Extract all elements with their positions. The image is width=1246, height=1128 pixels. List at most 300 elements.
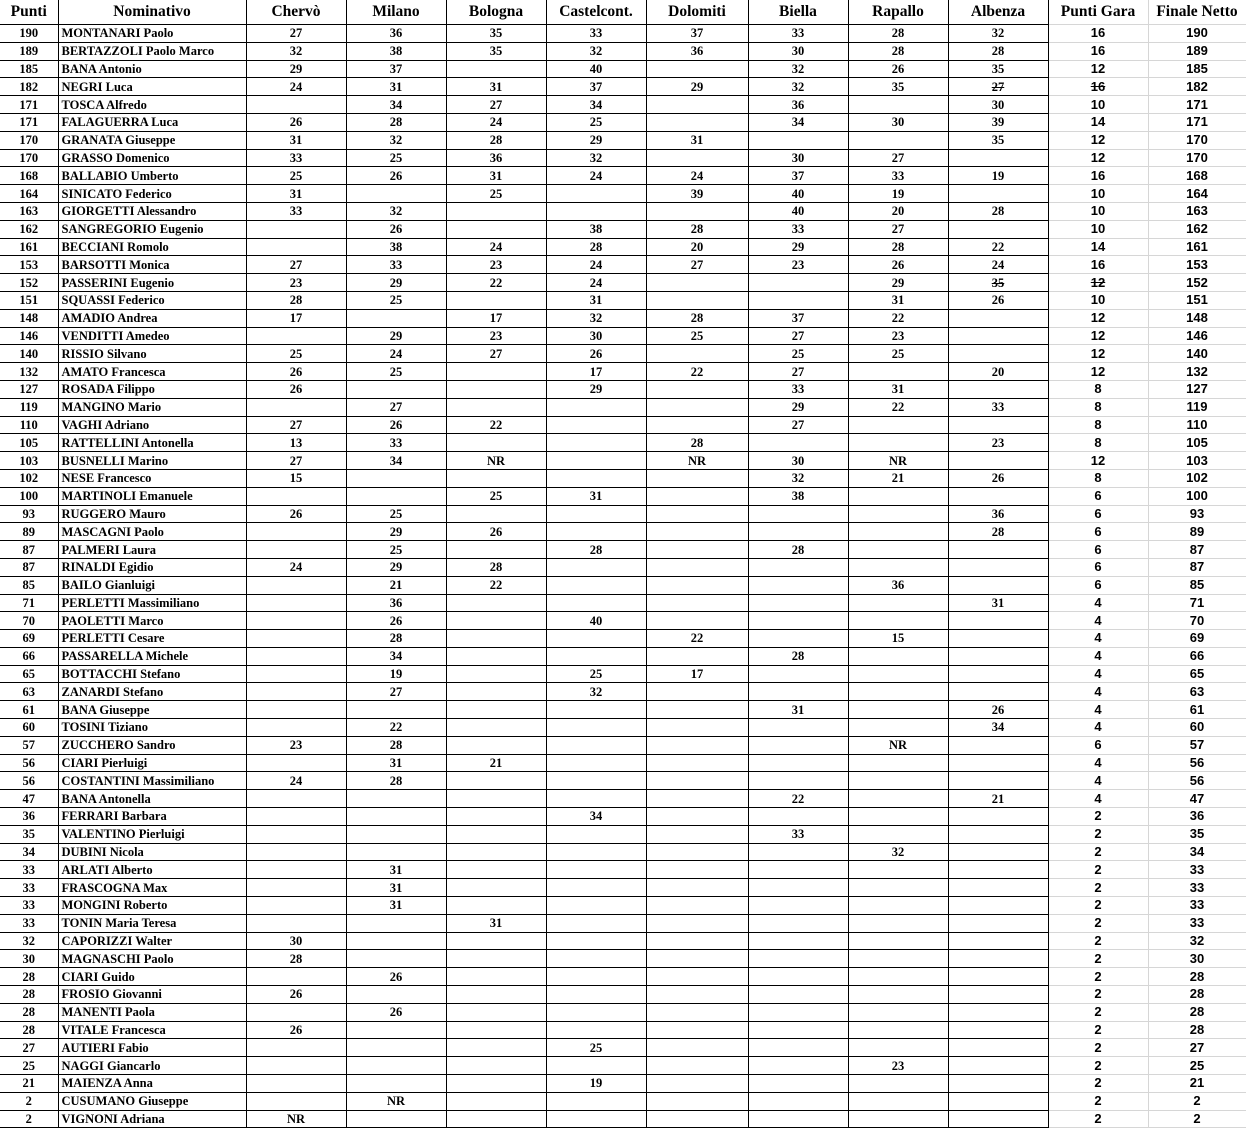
cell-biella: 40	[748, 185, 848, 203]
table-row	[0, 630, 1246, 648]
cell-biella	[748, 291, 848, 309]
cell-castelcont	[546, 932, 646, 950]
table-row	[0, 719, 1246, 737]
cell-albenza	[948, 452, 1048, 470]
cell-finale-netto: 153	[1148, 256, 1246, 274]
cell-finale-netto: 2	[1148, 1110, 1246, 1128]
cell-milano: 26	[346, 220, 446, 238]
cell-finale-netto: 28	[1148, 1021, 1246, 1039]
cell-punti: 110	[0, 416, 58, 434]
cell-albenza: 20	[948, 363, 1048, 381]
cell-chervo: 30	[246, 932, 346, 950]
cell-bologna	[446, 363, 546, 381]
cell-chervo	[246, 594, 346, 612]
table-row	[0, 879, 1246, 897]
cell-punti: 56	[0, 754, 58, 772]
cell-rapallo: 32	[848, 843, 948, 861]
cell-biella: 27	[748, 327, 848, 345]
cell-finale-netto: 36	[1148, 808, 1246, 826]
cell-milano: 28	[346, 113, 446, 131]
cell-albenza	[948, 416, 1048, 434]
cell-milano: 22	[346, 719, 446, 737]
cell-nominativo: PALMERI Laura	[58, 541, 246, 559]
cell-punti: 32	[0, 932, 58, 950]
cell-punti: 25	[0, 1057, 58, 1075]
cell-albenza	[948, 185, 1048, 203]
cell-castelcont	[546, 772, 646, 790]
cell-finale-netto: 151	[1148, 291, 1246, 309]
cell-finale-netto: 66	[1148, 647, 1246, 665]
cell-bologna: 25	[446, 185, 546, 203]
cell-albenza: 35	[948, 131, 1048, 149]
table-row	[0, 701, 1246, 719]
cell-nominativo: SQUASSI Federico	[58, 291, 246, 309]
table-row	[0, 256, 1246, 274]
cell-nominativo: RUGGERO Mauro	[58, 505, 246, 523]
cell-rapallo	[848, 879, 948, 897]
table-row	[0, 825, 1246, 843]
cell-bologna	[446, 630, 546, 648]
cell-dolomiti	[646, 345, 748, 363]
cell-albenza: 21	[948, 790, 1048, 808]
cell-dolomiti: 31	[646, 131, 748, 149]
cell-biella: 38	[748, 487, 848, 505]
cell-finale-netto: 85	[1148, 576, 1246, 594]
table-row	[0, 772, 1246, 790]
cell-nominativo: BERTAZZOLI Paolo Marco	[58, 42, 246, 60]
cell-milano: 31	[346, 861, 446, 879]
cell-nominativo: SANGREGORIO Eugenio	[58, 220, 246, 238]
cell-albenza	[948, 541, 1048, 559]
cell-albenza: 27	[948, 78, 1048, 96]
cell-castelcont: 38	[546, 220, 646, 238]
cell-milano	[346, 1075, 446, 1093]
cell-albenza	[948, 808, 1048, 826]
cell-albenza	[948, 932, 1048, 950]
cell-bologna	[446, 220, 546, 238]
cell-dolomiti	[646, 416, 748, 434]
cell-milano: 27	[346, 398, 446, 416]
cell-punti: 30	[0, 950, 58, 968]
cell-finale-netto: 87	[1148, 541, 1246, 559]
cell-chervo: 31	[246, 131, 346, 149]
table-row	[0, 736, 1246, 754]
cell-milano: 29	[346, 558, 446, 576]
cell-biella: 23	[748, 256, 848, 274]
cell-albenza	[948, 683, 1048, 701]
cell-milano: 34	[346, 647, 446, 665]
cell-nominativo: RISSIO Silvano	[58, 345, 246, 363]
cell-castelcont: 19	[546, 1075, 646, 1093]
cell-finale-netto: 57	[1148, 736, 1246, 754]
cell-punti-gara: 4	[1048, 719, 1148, 737]
cell-chervo: 27	[246, 452, 346, 470]
cell-chervo: 26	[246, 363, 346, 381]
table-row	[0, 60, 1246, 78]
cell-nominativo: CAPORIZZI Walter	[58, 932, 246, 950]
cell-nominativo: FALAGUERRA Luca	[58, 113, 246, 131]
table-row	[0, 558, 1246, 576]
cell-finale-netto: 170	[1148, 149, 1246, 167]
cell-rapallo	[848, 861, 948, 879]
cell-punti: 65	[0, 665, 58, 683]
cell-punti-gara: 14	[1048, 113, 1148, 131]
cell-finale-netto: 164	[1148, 185, 1246, 203]
cell-milano: NR	[346, 1092, 446, 1110]
table-row	[0, 594, 1246, 612]
cell-albenza	[948, 950, 1048, 968]
cell-albenza: 33	[948, 398, 1048, 416]
cell-rapallo: 21	[848, 469, 948, 487]
cell-punti-gara: 2	[1048, 843, 1148, 861]
cell-castelcont: 33	[546, 25, 646, 43]
header-row	[0, 0, 1246, 25]
cell-finale-netto: 103	[1148, 452, 1246, 470]
cell-bologna	[446, 843, 546, 861]
cell-bologna	[446, 647, 546, 665]
cell-albenza	[948, 647, 1048, 665]
table-row	[0, 790, 1246, 808]
cell-punti: 21	[0, 1075, 58, 1093]
cell-milano	[346, 914, 446, 932]
cell-rapallo: 33	[848, 167, 948, 185]
cell-nominativo: RINALDI Egidio	[58, 558, 246, 576]
cell-punti-gara: 10	[1048, 220, 1148, 238]
cell-biella	[748, 808, 848, 826]
cell-castelcont	[546, 647, 646, 665]
cell-punti: 36	[0, 808, 58, 826]
cell-dolomiti	[646, 736, 748, 754]
cell-albenza	[948, 1003, 1048, 1021]
cell-nominativo: CUSUMANO Giuseppe	[58, 1092, 246, 1110]
cell-punti-gara: 14	[1048, 238, 1148, 256]
cell-albenza	[948, 309, 1048, 327]
cell-castelcont: 28	[546, 541, 646, 559]
cell-punti-gara: 12	[1048, 345, 1148, 363]
cell-rapallo: 31	[848, 380, 948, 398]
cell-bologna: 27	[446, 345, 546, 363]
cell-punti: 164	[0, 185, 58, 203]
cell-bologna: NR	[446, 452, 546, 470]
cell-milano: 31	[346, 897, 446, 915]
cell-albenza	[948, 1021, 1048, 1039]
cell-nominativo: AUTIERI Fabio	[58, 1039, 246, 1057]
cell-albenza	[948, 736, 1048, 754]
cell-milano: 29	[346, 274, 446, 292]
cell-finale-netto: 35	[1148, 825, 1246, 843]
cell-dolomiti	[646, 843, 748, 861]
table-row	[0, 576, 1246, 594]
cell-biella	[748, 558, 848, 576]
cell-bologna: 23	[446, 256, 546, 274]
cell-chervo: 26	[246, 113, 346, 131]
cell-dolomiti	[646, 683, 748, 701]
cell-punti: 56	[0, 772, 58, 790]
column-header-rapallo: Rapallo	[848, 0, 948, 25]
cell-dolomiti	[646, 1110, 748, 1128]
cell-nominativo: BOTTACCHI Stefano	[58, 665, 246, 683]
cell-albenza: 28	[948, 202, 1048, 220]
cell-chervo: 32	[246, 42, 346, 60]
cell-biella: 33	[748, 380, 848, 398]
table-row	[0, 42, 1246, 60]
cell-punti: 100	[0, 487, 58, 505]
cell-milano	[346, 1021, 446, 1039]
cell-punti: 151	[0, 291, 58, 309]
cell-finale-netto: 146	[1148, 327, 1246, 345]
cell-rapallo	[848, 363, 948, 381]
cell-nominativo: GRASSO Domenico	[58, 149, 246, 167]
cell-nominativo: ZUCCHERO Sandro	[58, 736, 246, 754]
cell-bologna: 22	[446, 274, 546, 292]
cell-albenza: 22	[948, 238, 1048, 256]
cell-bologna: 25	[446, 487, 546, 505]
cell-punti: 163	[0, 202, 58, 220]
cell-punti: 85	[0, 576, 58, 594]
cell-dolomiti	[646, 291, 748, 309]
cell-dolomiti: 24	[646, 167, 748, 185]
cell-biella	[748, 932, 848, 950]
cell-milano: 29	[346, 327, 446, 345]
cell-castelcont	[546, 452, 646, 470]
cell-milano: 25	[346, 291, 446, 309]
cell-punti-gara: 12	[1048, 149, 1148, 167]
cell-castelcont: 40	[546, 60, 646, 78]
cell-castelcont	[546, 1092, 646, 1110]
cell-rapallo: 22	[848, 398, 948, 416]
cell-castelcont: 34	[546, 808, 646, 826]
cell-chervo	[246, 523, 346, 541]
cell-bologna: 24	[446, 238, 546, 256]
cell-finale-netto: 28	[1148, 968, 1246, 986]
cell-dolomiti	[646, 594, 748, 612]
cell-biella: 32	[748, 469, 848, 487]
cell-finale-netto: 27	[1148, 1039, 1246, 1057]
column-header-biella: Biella	[748, 0, 848, 25]
cell-nominativo: VIGNONI Adriana	[58, 1110, 246, 1128]
cell-biella	[748, 772, 848, 790]
cell-milano: 33	[346, 434, 446, 452]
cell-dolomiti: 39	[646, 185, 748, 203]
cell-albenza	[948, 861, 1048, 879]
cell-rapallo: 28	[848, 238, 948, 256]
cell-rapallo: NR	[848, 736, 948, 754]
cell-castelcont: 17	[546, 363, 646, 381]
cell-milano: 36	[346, 594, 446, 612]
cell-biella: 29	[748, 398, 848, 416]
cell-milano	[346, 185, 446, 203]
cell-dolomiti	[646, 541, 748, 559]
cell-dolomiti: 28	[646, 309, 748, 327]
cell-biella	[748, 843, 848, 861]
cell-finale-netto: 100	[1148, 487, 1246, 505]
cell-nominativo: AMATO Francesca	[58, 363, 246, 381]
cell-punti-gara: 4	[1048, 647, 1148, 665]
cell-punti-gara: 2	[1048, 808, 1148, 826]
cell-punti-gara: 2	[1048, 1039, 1148, 1057]
column-header-albenza: Albenza	[948, 0, 1048, 25]
cell-albenza: 39	[948, 113, 1048, 131]
cell-punti-gara: 6	[1048, 523, 1148, 541]
cell-finale-netto: 110	[1148, 416, 1246, 434]
cell-milano	[346, 1110, 446, 1128]
cell-chervo: 17	[246, 309, 346, 327]
cell-chervo: 27	[246, 416, 346, 434]
cell-bologna	[446, 1057, 546, 1075]
cell-albenza	[948, 487, 1048, 505]
cell-nominativo: RATTELLINI Antonella	[58, 434, 246, 452]
cell-rapallo	[848, 914, 948, 932]
cell-milano	[346, 380, 446, 398]
cell-punti: 2	[0, 1110, 58, 1128]
cell-rapallo	[848, 968, 948, 986]
cell-albenza	[948, 612, 1048, 630]
cell-dolomiti: NR	[646, 452, 748, 470]
cell-chervo	[246, 825, 346, 843]
cell-punti-gara: 12	[1048, 131, 1148, 149]
cell-punti-gara: 12	[1048, 327, 1148, 345]
cell-punti-gara: 4	[1048, 790, 1148, 808]
cell-dolomiti	[646, 790, 748, 808]
cell-biella	[748, 1003, 848, 1021]
cell-punti: 148	[0, 309, 58, 327]
cell-bologna	[446, 1003, 546, 1021]
cell-dolomiti	[646, 772, 748, 790]
column-header-milano: Milano	[346, 0, 446, 25]
cell-castelcont: 30	[546, 327, 646, 345]
cell-rapallo	[848, 825, 948, 843]
cell-biella	[748, 986, 848, 1004]
cell-rapallo	[848, 594, 948, 612]
cell-milano: 26	[346, 612, 446, 630]
cell-finale-netto: 25	[1148, 1057, 1246, 1075]
cell-punti-gara: 8	[1048, 380, 1148, 398]
cell-nominativo: FRASCOGNA Max	[58, 879, 246, 897]
cell-castelcont: 24	[546, 167, 646, 185]
cell-albenza: 24	[948, 256, 1048, 274]
cell-biella: 30	[748, 452, 848, 470]
cell-albenza	[948, 986, 1048, 1004]
cell-finale-netto: 21	[1148, 1075, 1246, 1093]
cell-albenza	[948, 914, 1048, 932]
cell-castelcont: 32	[546, 149, 646, 167]
cell-punti: 152	[0, 274, 58, 292]
cell-rapallo: 31	[848, 291, 948, 309]
cell-milano: 38	[346, 238, 446, 256]
cell-albenza	[948, 1092, 1048, 1110]
cell-nominativo: VALENTINO Pierluigi	[58, 825, 246, 843]
cell-nominativo: COSTANTINI Massimiliano	[58, 772, 246, 790]
cell-punti: 33	[0, 861, 58, 879]
cell-dolomiti: 27	[646, 256, 748, 274]
cell-nominativo: ROSADA Filippo	[58, 380, 246, 398]
cell-rapallo: 26	[848, 256, 948, 274]
cell-bologna	[446, 398, 546, 416]
cell-chervo: 33	[246, 149, 346, 167]
cell-rapallo	[848, 1110, 948, 1128]
cell-dolomiti	[646, 1039, 748, 1057]
column-header-punti: Punti	[0, 0, 58, 25]
cell-chervo	[246, 612, 346, 630]
cell-dolomiti: 37	[646, 25, 748, 43]
cell-nominativo: MONGINI Roberto	[58, 897, 246, 915]
cell-finale-netto: 171	[1148, 96, 1246, 114]
cell-chervo	[246, 238, 346, 256]
cell-chervo	[246, 647, 346, 665]
cell-bologna	[446, 1092, 546, 1110]
cell-punti: 35	[0, 825, 58, 843]
table-row	[0, 291, 1246, 309]
cell-bologna	[446, 434, 546, 452]
cell-bologna	[446, 772, 546, 790]
cell-punti-gara: 16	[1048, 25, 1148, 43]
cell-punti: 87	[0, 541, 58, 559]
cell-punti: 27	[0, 1039, 58, 1057]
cell-dolomiti	[646, 558, 748, 576]
table-row	[0, 1039, 1246, 1057]
cell-chervo	[246, 843, 346, 861]
cell-castelcont	[546, 861, 646, 879]
cell-chervo	[246, 1057, 346, 1075]
cell-rapallo	[848, 1003, 948, 1021]
cell-milano: 36	[346, 25, 446, 43]
cell-nominativo: PAOLETTI Marco	[58, 612, 246, 630]
cell-biella	[748, 879, 848, 897]
cell-milano: 26	[346, 968, 446, 986]
cell-nominativo: GIORGETTI Alessandro	[58, 202, 246, 220]
cell-bologna	[446, 701, 546, 719]
cell-finale-netto: 28	[1148, 1003, 1246, 1021]
cell-punti: 153	[0, 256, 58, 274]
table-body	[0, 25, 1246, 1128]
table-row	[0, 363, 1246, 381]
cell-biella	[748, 683, 848, 701]
cell-finale-netto: 161	[1148, 238, 1246, 256]
cell-punti: 33	[0, 879, 58, 897]
cell-chervo	[246, 220, 346, 238]
cell-nominativo: MANGINO Mario	[58, 398, 246, 416]
cell-punti-gara: 6	[1048, 736, 1148, 754]
cell-castelcont: 31	[546, 291, 646, 309]
cell-punti: 66	[0, 647, 58, 665]
column-header-castelcont: Castelcont.	[546, 0, 646, 25]
column-header-nominativo: Nominativo	[58, 0, 246, 25]
cell-punti: 89	[0, 523, 58, 541]
cell-albenza	[948, 345, 1048, 363]
cell-rapallo	[848, 665, 948, 683]
cell-biella	[748, 594, 848, 612]
cell-dolomiti: 20	[646, 238, 748, 256]
table-row	[0, 25, 1246, 43]
cell-biella: 32	[748, 78, 848, 96]
cell-castelcont	[546, 576, 646, 594]
cell-milano	[346, 790, 446, 808]
cell-punti: 61	[0, 701, 58, 719]
cell-biella	[748, 754, 848, 772]
cell-chervo	[246, 1039, 346, 1057]
cell-castelcont	[546, 202, 646, 220]
cell-albenza: 26	[948, 469, 1048, 487]
cell-albenza: 28	[948, 42, 1048, 60]
cell-chervo: NR	[246, 1110, 346, 1128]
table-row	[0, 505, 1246, 523]
cell-punti-gara: 12	[1048, 274, 1148, 292]
cell-albenza: 32	[948, 25, 1048, 43]
cell-milano: 33	[346, 256, 446, 274]
cell-biella	[748, 950, 848, 968]
cell-dolomiti: 17	[646, 665, 748, 683]
cell-chervo: 26	[246, 1021, 346, 1039]
